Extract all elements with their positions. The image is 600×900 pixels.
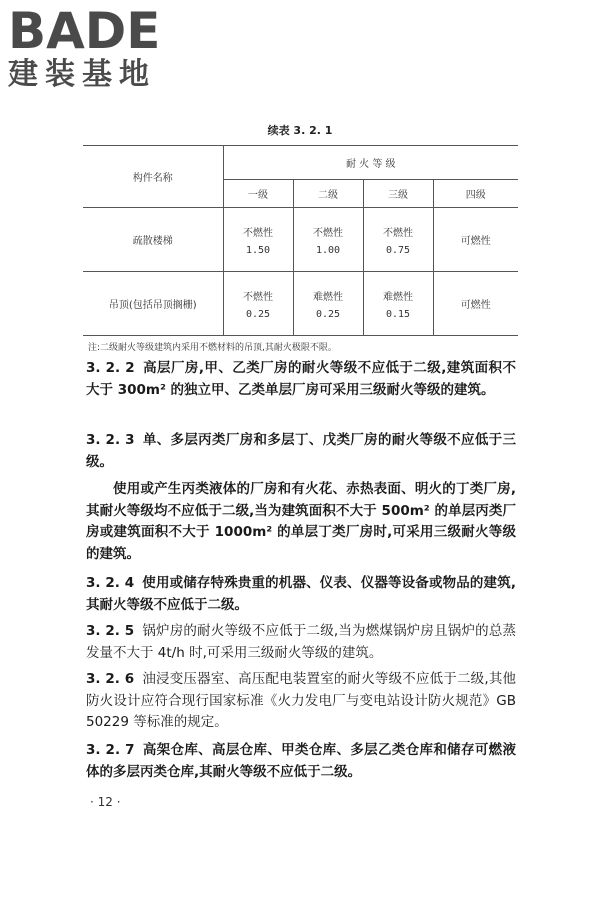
clause-number: 3. 2. 4 <box>86 575 135 591</box>
clause-number: 3. 2. 3 <box>86 432 135 448</box>
brand-logo <box>8 2 161 92</box>
table-cell: 可燃性 <box>433 272 518 336</box>
table-row <box>83 208 518 272</box>
page-number: · 12 · <box>90 795 121 809</box>
logo-chinese-text: 建装基地 <box>8 57 156 92</box>
clause-number: 3. 2. 6 <box>86 671 135 687</box>
table-cell: 难燃性 0.25 <box>293 272 363 336</box>
clause-text: 单、多层丙类厂房和多层丁、戊类厂房的耐火等级不应低于三级。 <box>86 432 517 470</box>
clause-3-2-6 <box>86 669 516 734</box>
header-grade-2: 二级 <box>293 180 363 208</box>
header-fire-rating: 耐 火 等 级 <box>223 146 518 180</box>
table-row <box>83 272 518 336</box>
logo-latin-text: BADE <box>8 2 161 60</box>
table-caption: 续表 3. 2. 1 <box>267 124 333 137</box>
fire-resistance-table <box>83 145 518 336</box>
header-grade-3: 三级 <box>363 180 433 208</box>
table-cell: 不燃性 1.00 <box>293 208 363 272</box>
header-grade-1: 一级 <box>223 180 293 208</box>
clause-text: 油浸变压器室、高压配电装置室的耐火等级不应低于二级,其他防火设计应符合现行国家标准《火力发电厂与变电站设计防火规范》GB 50229 等标准的规定。 <box>86 671 516 730</box>
row-name: 疏散楼梯 <box>83 208 223 272</box>
clause-3-2-2 <box>86 358 516 401</box>
table-note: 注:二级耐火等级建筑内采用不燃材料的吊顶,其耐火极限不限。 <box>88 343 337 353</box>
clause-3-2-4 <box>86 573 516 616</box>
table-cell: 难燃性 0.15 <box>363 272 433 336</box>
clause-number: 3. 2. 2 <box>86 360 135 376</box>
clause-3-2-7 <box>86 740 516 783</box>
table-cell: 可燃性 <box>433 208 518 272</box>
header-grade-4: 四级 <box>433 180 518 208</box>
clause-3-2-5 <box>86 621 516 664</box>
clause-text: 高架仓库、高层仓库、甲类仓库、多层乙类仓库和储存可燃液体的多层丙类仓库,其耐火等级不应低于二级。 <box>86 742 517 780</box>
table-cell: 不燃性 0.75 <box>363 208 433 272</box>
clause-3-2-3 <box>86 430 516 473</box>
clause-text: 高层厂房,甲、乙类厂房的耐火等级不应低于二级,建筑面积不大于 300m² 的独立甲、乙类单层厂房可采用三级耐火等级的建筑。 <box>86 360 516 398</box>
row-name: 吊顶(包括吊顶搁栅) <box>83 272 223 336</box>
clause-3-2-3-paragraph-2 <box>86 479 516 565</box>
clause-number: 3. 2. 5 <box>86 623 135 639</box>
clause-text: 使用或产生丙类液体的厂房和有火花、赤热表面、明火的丁类厂房,其耐火等级均不应低于二级,当为建筑面积不大于 500m² 的单层丙类厂房或建筑面积不大于 1000m² 的单层丁类厂房时,可采用三级耐火等级的建筑。 <box>86 481 516 562</box>
clause-text: 锅炉房的耐火等级不应低于二级,当为燃煤锅炉房且锅炉的总蒸发量不大于 4t/h 时,可采用三级耐火等级的建筑。 <box>86 623 516 661</box>
clause-text: 使用或储存特殊贵重的机器、仪表、仪器等设备或物品的建筑,其耐火等级不应低于二级。 <box>86 575 516 613</box>
table-cell: 不燃性 0.25 <box>223 272 293 336</box>
header-component-name: 构件名称 <box>83 146 223 208</box>
table-cell: 不燃性 1.50 <box>223 208 293 272</box>
clause-number: 3. 2. 7 <box>86 742 135 758</box>
